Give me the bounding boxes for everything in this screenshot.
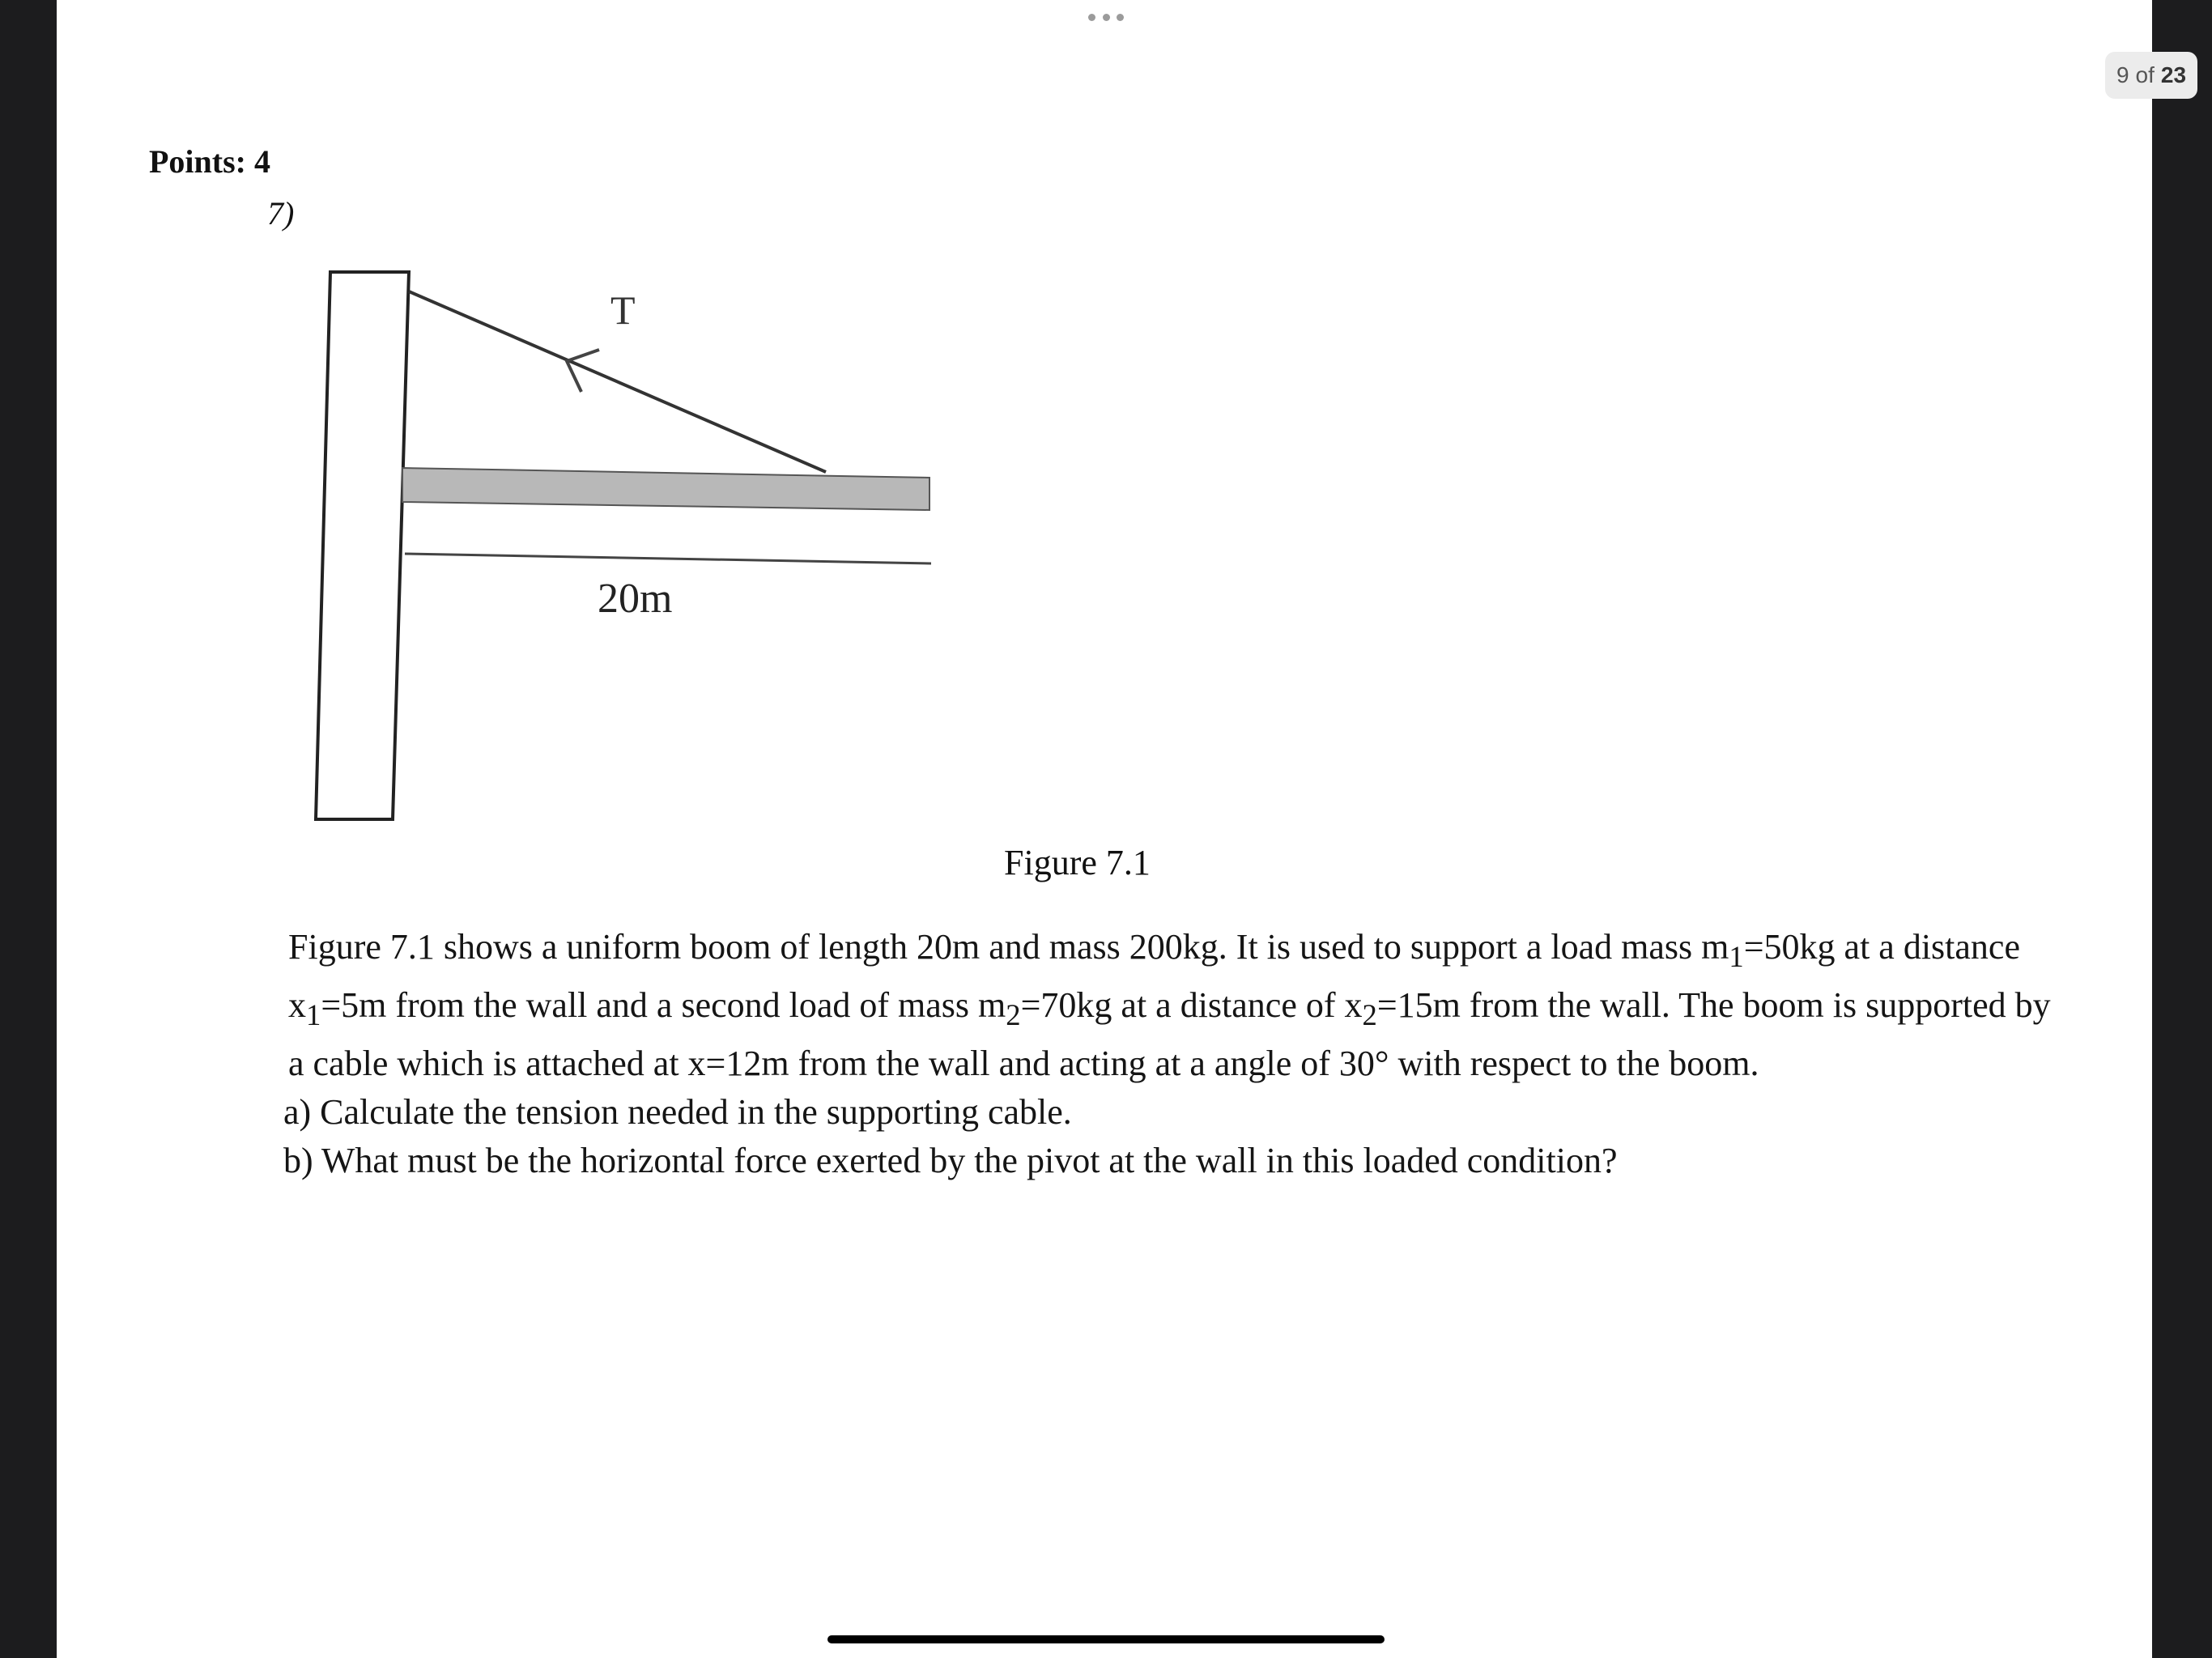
question-number: 7) [267, 195, 295, 232]
page-counter-of: of [2135, 62, 2155, 87]
part-b: b) What must be the horizontal force exerted by the pivot at the wall in this loaded condition? [283, 1140, 1618, 1180]
figure-caption: Figure 7.1 [1004, 843, 1151, 882]
home-indicator[interactable] [827, 1635, 1385, 1643]
total-pages: 23 [2160, 62, 2187, 87]
points-label: Points: 4 [149, 143, 270, 180]
wall [316, 272, 409, 819]
problem-text [283, 923, 2069, 1185]
problem-intro: Figure 7.1 shows a uniform boom of length 20m and mass 200kg. It is used to support a load mass $m_1=50kg$ at a distance $x_1=5m$ from the wall and a second load of mass $m_2=70kg$ at a distance of $x_2=15m$ from the wall. The boom is supported by a cable which is attached at x=12m from the wall and acting at a angle of 30° with respect to the boom. [288, 927, 2051, 1083]
part-a: a) Calculate the tension needed in the supporting cable. [283, 1091, 1072, 1132]
length-label: 20m [598, 576, 673, 622]
boom [402, 468, 929, 510]
dimension-line [405, 554, 931, 563]
tension-label: T [610, 287, 636, 333]
current-page-number: 9 [2116, 62, 2129, 87]
